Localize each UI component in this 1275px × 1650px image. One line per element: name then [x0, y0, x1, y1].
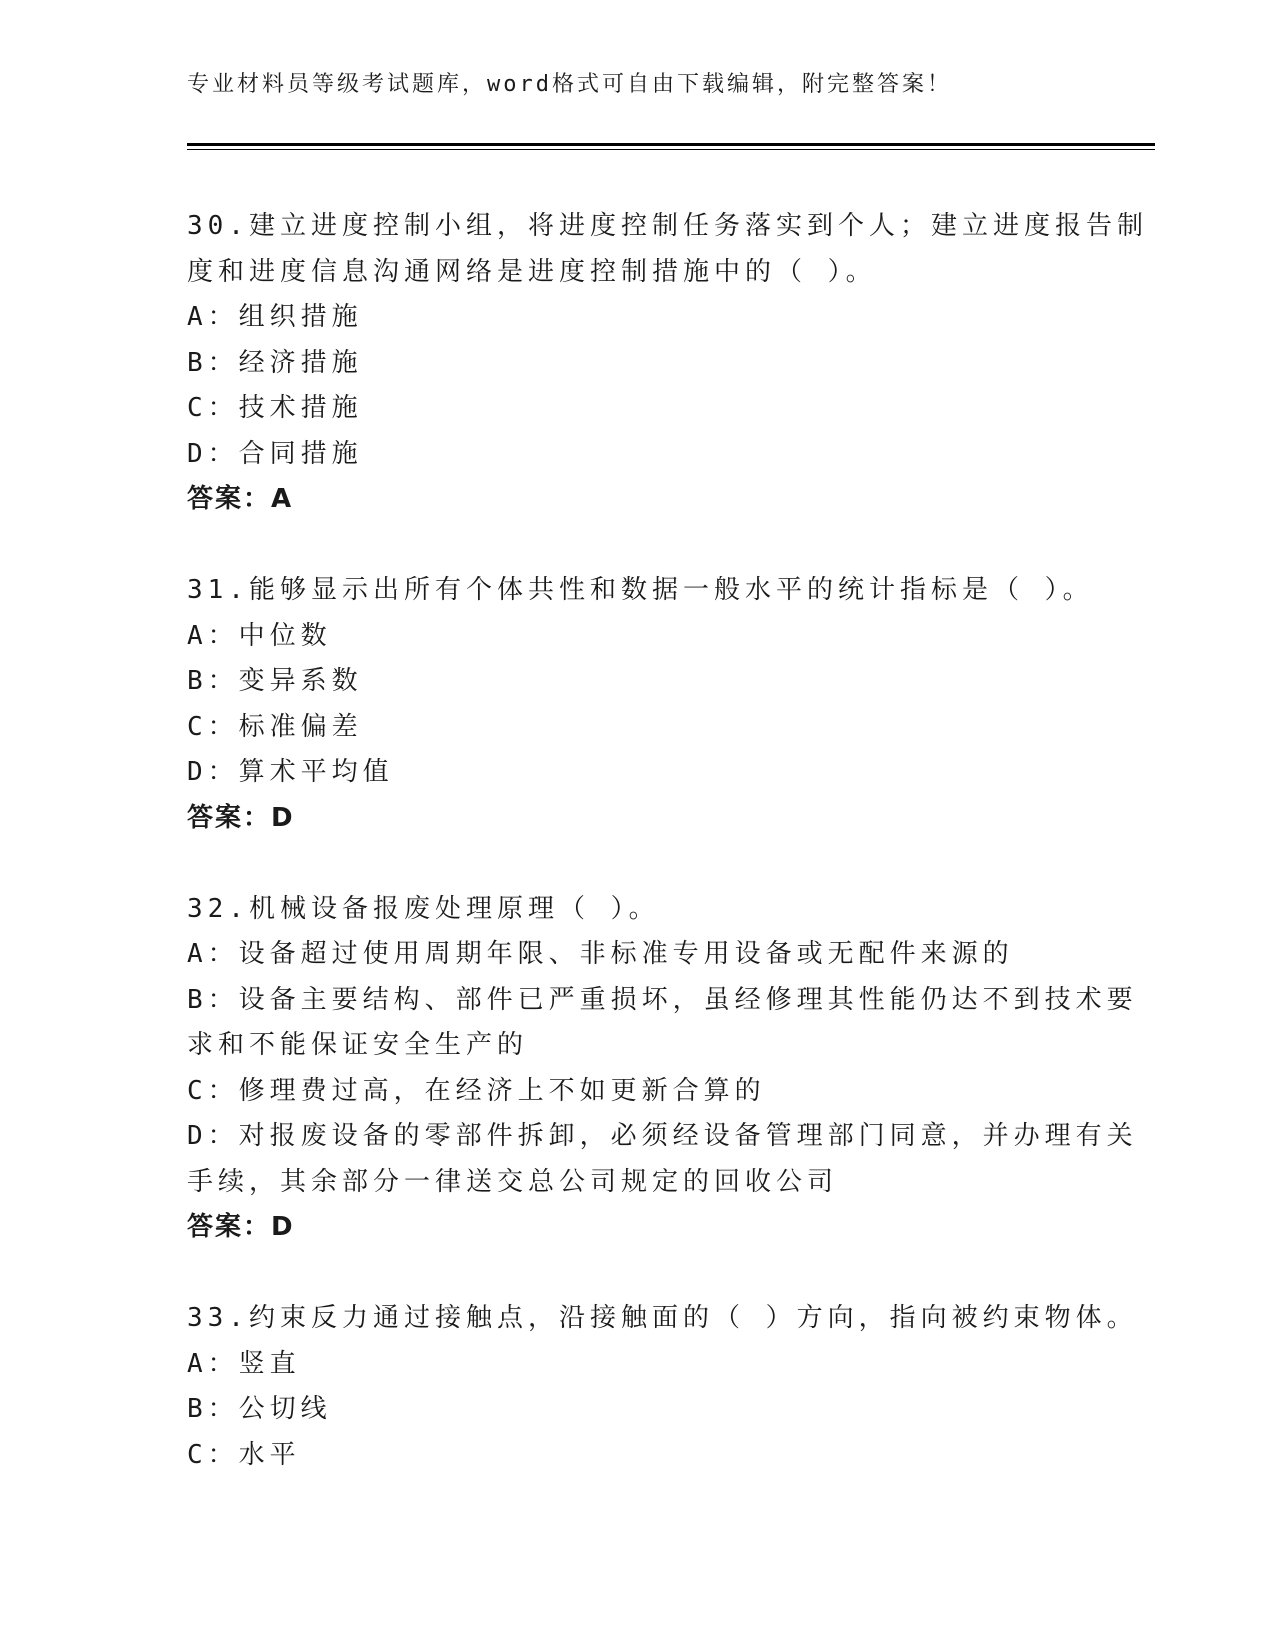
answer-option: D：算术平均值: [187, 757, 394, 787]
answer-option: D：对报废设备的零部件拆卸，必须经设备管理部门同意，并办理有关: [187, 1121, 1138, 1151]
answer-option: A：竖直: [187, 1348, 301, 1379]
question-stem-line: 度和进度信息沟通网络是进度控制措施中的（ ）。: [187, 256, 877, 287]
answer-option: B：经济措施: [187, 347, 363, 378]
answer-option: A：组织措施: [187, 302, 363, 332]
answer-option: B：公切线: [187, 1394, 332, 1424]
question-block: [187, 1296, 1138, 1478]
question-block: [187, 887, 1138, 1251]
answer-option: B：变异系数: [187, 666, 363, 696]
question-stem-line: 32.机械设备报废处理原理（ ）。: [187, 893, 660, 924]
header-divider-thin: [187, 149, 1155, 150]
question-block: [187, 568, 1094, 841]
answer-option: B：设备主要结构、部件已严重损坏，虽经修理其性能仍达不到技术要: [187, 984, 1138, 1015]
answer-key: 答案：D: [187, 1212, 295, 1242]
question-block: [187, 204, 1148, 523]
document-header: 专业材料员等级考试题库，word格式可自由下载编辑，附完整答案！: [187, 72, 952, 97]
question-stem-line: 33.约束反力通过接触点，沿接触面的（ ）方向，指向被约束物体。: [187, 1303, 1138, 1333]
header-divider-thick: [187, 143, 1155, 146]
answer-option: C：修理费过高，在经济上不如更新合算的: [187, 1075, 766, 1106]
answer-key: 答案：D: [187, 802, 295, 833]
answer-option: 求和不能保证安全生产的: [187, 1030, 529, 1060]
answer-option: C：技术措施: [187, 393, 363, 423]
question-stem-line: 31.能够显示出所有个体共性和数据一般水平的统计指标是（ ）。: [187, 575, 1094, 605]
answer-option: A：中位数: [187, 620, 332, 651]
answer-option: C：标准偏差: [187, 711, 363, 742]
answer-option: C：水平: [187, 1439, 301, 1470]
answer-option: D：合同措施: [187, 438, 363, 469]
answer-option: A：设备超过使用周期年限、非标准专用设备或无配件来源的: [187, 939, 1014, 969]
question-list: [187, 204, 1148, 1524]
question-stem-line: 30.建立进度控制小组，将进度控制任务落实到个人；建立进度报告制: [187, 211, 1148, 241]
answer-key: 答案：A: [187, 484, 294, 514]
answer-option: 手续，其余部分一律送交总公司规定的回收公司: [187, 1166, 839, 1197]
